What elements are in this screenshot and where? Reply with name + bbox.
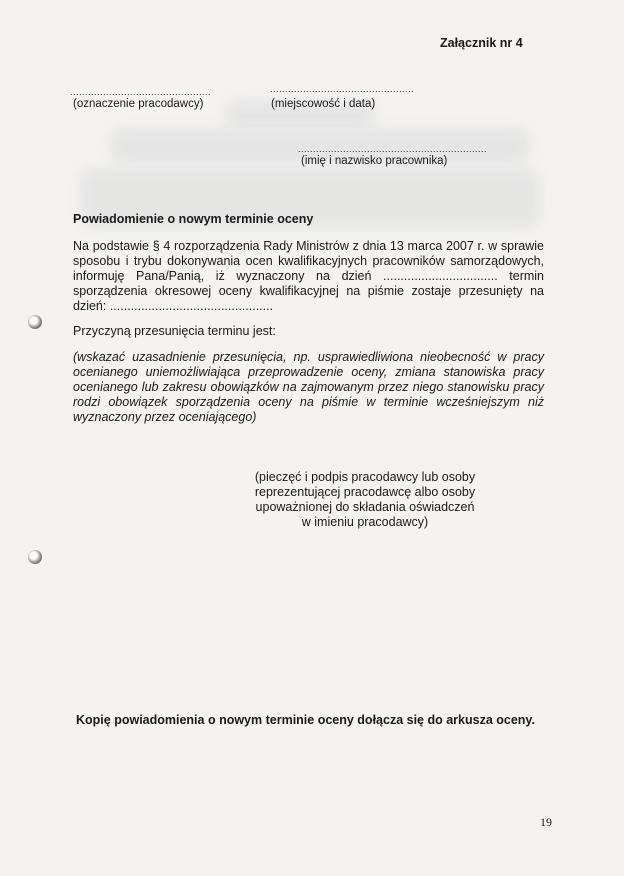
place-date-dots: ................................................ bbox=[270, 84, 415, 94]
reason-line: ocenianego lub zakresu obowiązków na zajmowanym przez niego stanowisku pracy bbox=[73, 380, 544, 394]
reason-label: Przyczyną przesunięcia terminu jest: bbox=[73, 324, 276, 338]
reason-line: wyznaczony przez oceniającego) bbox=[73, 410, 257, 424]
signature-line: (pieczęć i podpis pracodawcy lub osoby bbox=[254, 470, 476, 484]
employee-dots: ............................................................... bbox=[298, 144, 488, 154]
signature-line: reprezentującej pracodawcę albo osoby bbox=[254, 485, 476, 499]
reason-line: rodzi obowiązek sporządzenia oceny na piśmie w terminie wcześniejszym niż bbox=[73, 395, 544, 409]
document-heading: Powiadomienie o nowym terminie oceny bbox=[73, 212, 314, 226]
attachment-label: Załącznik nr 4 bbox=[440, 36, 523, 50]
place-date-label: (miejscowość i data) bbox=[271, 98, 376, 110]
footer-note: Kopię powiadomienia o nowym terminie oceny dołącza się do arkusza oceny. bbox=[76, 713, 535, 727]
body-line: sposobu i trybu dokonywania ocen kwalifikacyjnych pracowników samorządowych, bbox=[73, 254, 544, 268]
body-line: sporządzenia okresowej oceny kwalifikacyjnej na piśmie zostaje przesunięty na bbox=[73, 284, 544, 298]
body-line: Na podstawie § 4 rozporządzenia Rady Ministrów z dnia 13 marca 2007 r. w sprawie bbox=[73, 239, 544, 253]
body-paragraph bbox=[73, 239, 544, 314]
body-line: informuję Pana/Panią, iż wyznaczony na dzień ................................. termin bbox=[73, 269, 544, 283]
reason-paragraph bbox=[73, 350, 544, 425]
employee-label: (imię i nazwisko pracownika) bbox=[301, 155, 448, 167]
punch-hole bbox=[28, 315, 42, 329]
punch-hole bbox=[28, 550, 42, 564]
reason-line: (wskazać uzasadnienie przesunięcia, np. usprawiedliwiona nieobecność w pracy bbox=[73, 350, 544, 364]
employer-label: (oznaczenie pracodawcy) bbox=[73, 98, 204, 110]
signature-line: upoważnionej do składania oświadczeń bbox=[255, 500, 475, 514]
body-line: dzień: ............................................... bbox=[73, 299, 274, 313]
employer-dots: ............................................... bbox=[70, 87, 212, 97]
signature-caption bbox=[245, 470, 485, 530]
page-number: 19 bbox=[540, 815, 552, 829]
reason-line: ocenianego uniemożliwiająca przeprowadzenie oceny, zmiana stanowiska pracy bbox=[73, 365, 544, 379]
signature-line: w imieniu pracodawcy) bbox=[301, 515, 429, 529]
